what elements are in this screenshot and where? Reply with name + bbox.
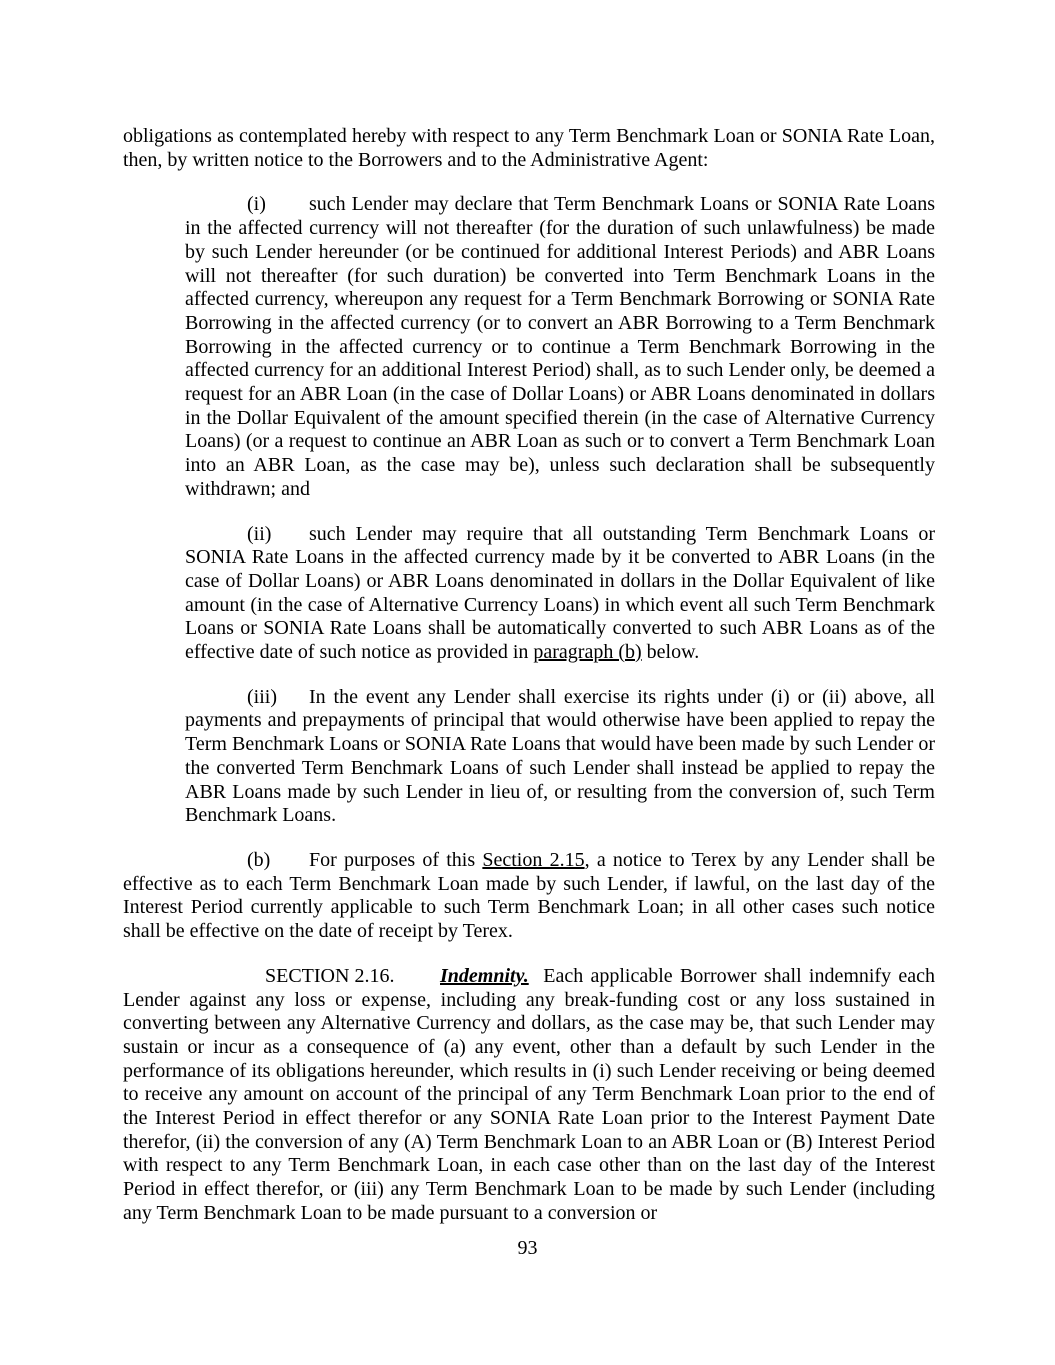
section-title-indemnity: Indemnity. <box>440 964 529 987</box>
paragraph-continuation <box>123 125 935 172</box>
page-number: 93 <box>517 1237 538 1259</box>
text-run: , a notice to Terex by any Lender shall be effective as to each Term Benchmark Loan made by such Lender, if lawful, on the last day of the Interest Period currently applicable to such Term Benchmark Loan; in all other cases such notice shall be effective on the date of receipt by Terex. <box>123 848 935 943</box>
paragraph-section-2-16 <box>123 965 935 1226</box>
text-run: such Lender may declare that Term Benchmark Loans or SONIA Rate Loans in the affected currency will not thereafter (for the duration of such unlawfulness) be made by such Lender hereunder (or be continued for additional Interest Periods) and ABR Loans will not thereafter (for such duration) be converted into Term Benchmark Loans in the affected currency, whereupon any request for a Term Benchmark Borrowing or SONIA Rate Borrowing in the affected currency (or to convert an ABR Borrowing to a Term Benchmark Borrowing in the affected currency or to continue a Term Benchmark Borrowing in the affected currency for an additional Interest Period) shall, as to such Lender only, be deemed a request for an ABR Loan (in the case of Dollar Loans) or ABR Loans denominated in dollars in the Dollar Equivalent of the amount specified therein (in the case of Alternative Currency Loans) (or a request to continue an ABR Loan as such or to convert a Term Benchmark Loan into an ABR Loan, as the case may be), unless such declaration shall be subsequently withdrawn; and <box>185 193 935 500</box>
paragraph-label-clause-ii: (ii) <box>247 522 272 545</box>
document-body <box>123 125 935 1226</box>
paragraph-label-paragraph-b: (b) <box>247 848 271 871</box>
text-run: For purposes of this <box>309 848 483 871</box>
paragraph-clause-ii <box>185 523 935 665</box>
paragraph-clause-i <box>185 193 935 501</box>
paragraph-label-clause-i: (i) <box>247 193 266 216</box>
text-run: obligations as contemplated hereby with respect to any Term Benchmark Loan or SONIA Rate Loan, then, by written notice to the Borrowers and to the Administrative Agent: <box>123 125 935 171</box>
crossref-section-2-15: Section 2.15 <box>482 848 585 871</box>
text-run: below. <box>641 641 700 664</box>
paragraph-paragraph-b <box>123 849 935 944</box>
paragraph-label-clause-iii: (iii) <box>247 685 277 708</box>
crossref-paragraph-b: paragraph (b) <box>533 641 642 664</box>
paragraph-clause-iii <box>185 686 935 828</box>
text-run: Each applicable Borrower shall indemnify each Lender against any loss or expense, including any break-funding cost or any loss sustained in converting between any Alternative Currency and dollars, as the case may be, that such Lender may sustain or incur as a consequence of (a) any event, other than a default by such Lender in the performance of its obligations hereunder, which results in (i) such Lender receiving or being deemed to receive any amount on account of the principal of any Term Benchmark Loan prior to the end of the Interest Period in effect therefor or any SONIA Rate Loan prior to the Interest Payment Date therefor, (ii) the conversion of any (A) Term Benchmark Loan to an ABR Loan or (B) Interest Period with respect to any Term Benchmark Loan, in each case other than on the last day of the Interest Period in effect therefor, or (iii) any Term Benchmark Loan to be made by such Lender (including any Term Benchmark Loan to be made pursuant to a conversion or <box>123 964 935 1224</box>
text-run: such Lender may require that all outstanding Term Benchmark Loans or SONIA Rate Loans in the affected currency made by it be converted to ABR Loans (in the case of Dollar Loans) or ABR Loans denominated in dollars in the Dollar Equivalent of like amount (in the case of Alternative Currency Loans) in which event all such Term Benchmark Loans or SONIA Rate Loans shall be automatically converted to such ABR Loans as of the effective date of such notice as provided in <box>185 522 935 664</box>
text-run: In the event any Lender shall exercise its rights under (i) or (ii) above, all payments and prepayments of principal that would otherwise have been applied to repay the Term Benchmark Loans or SONIA Rate Loans that would have been made by such Lender or the converted Term Benchmark Loans of such Lender shall instead be applied to repay the ABR Loans made by such Lender in lieu of, or resulting from the conversion of, such Term Benchmark Loans. <box>185 685 935 827</box>
paragraph-label-section-2-16: SECTION 2.16. <box>265 964 395 987</box>
